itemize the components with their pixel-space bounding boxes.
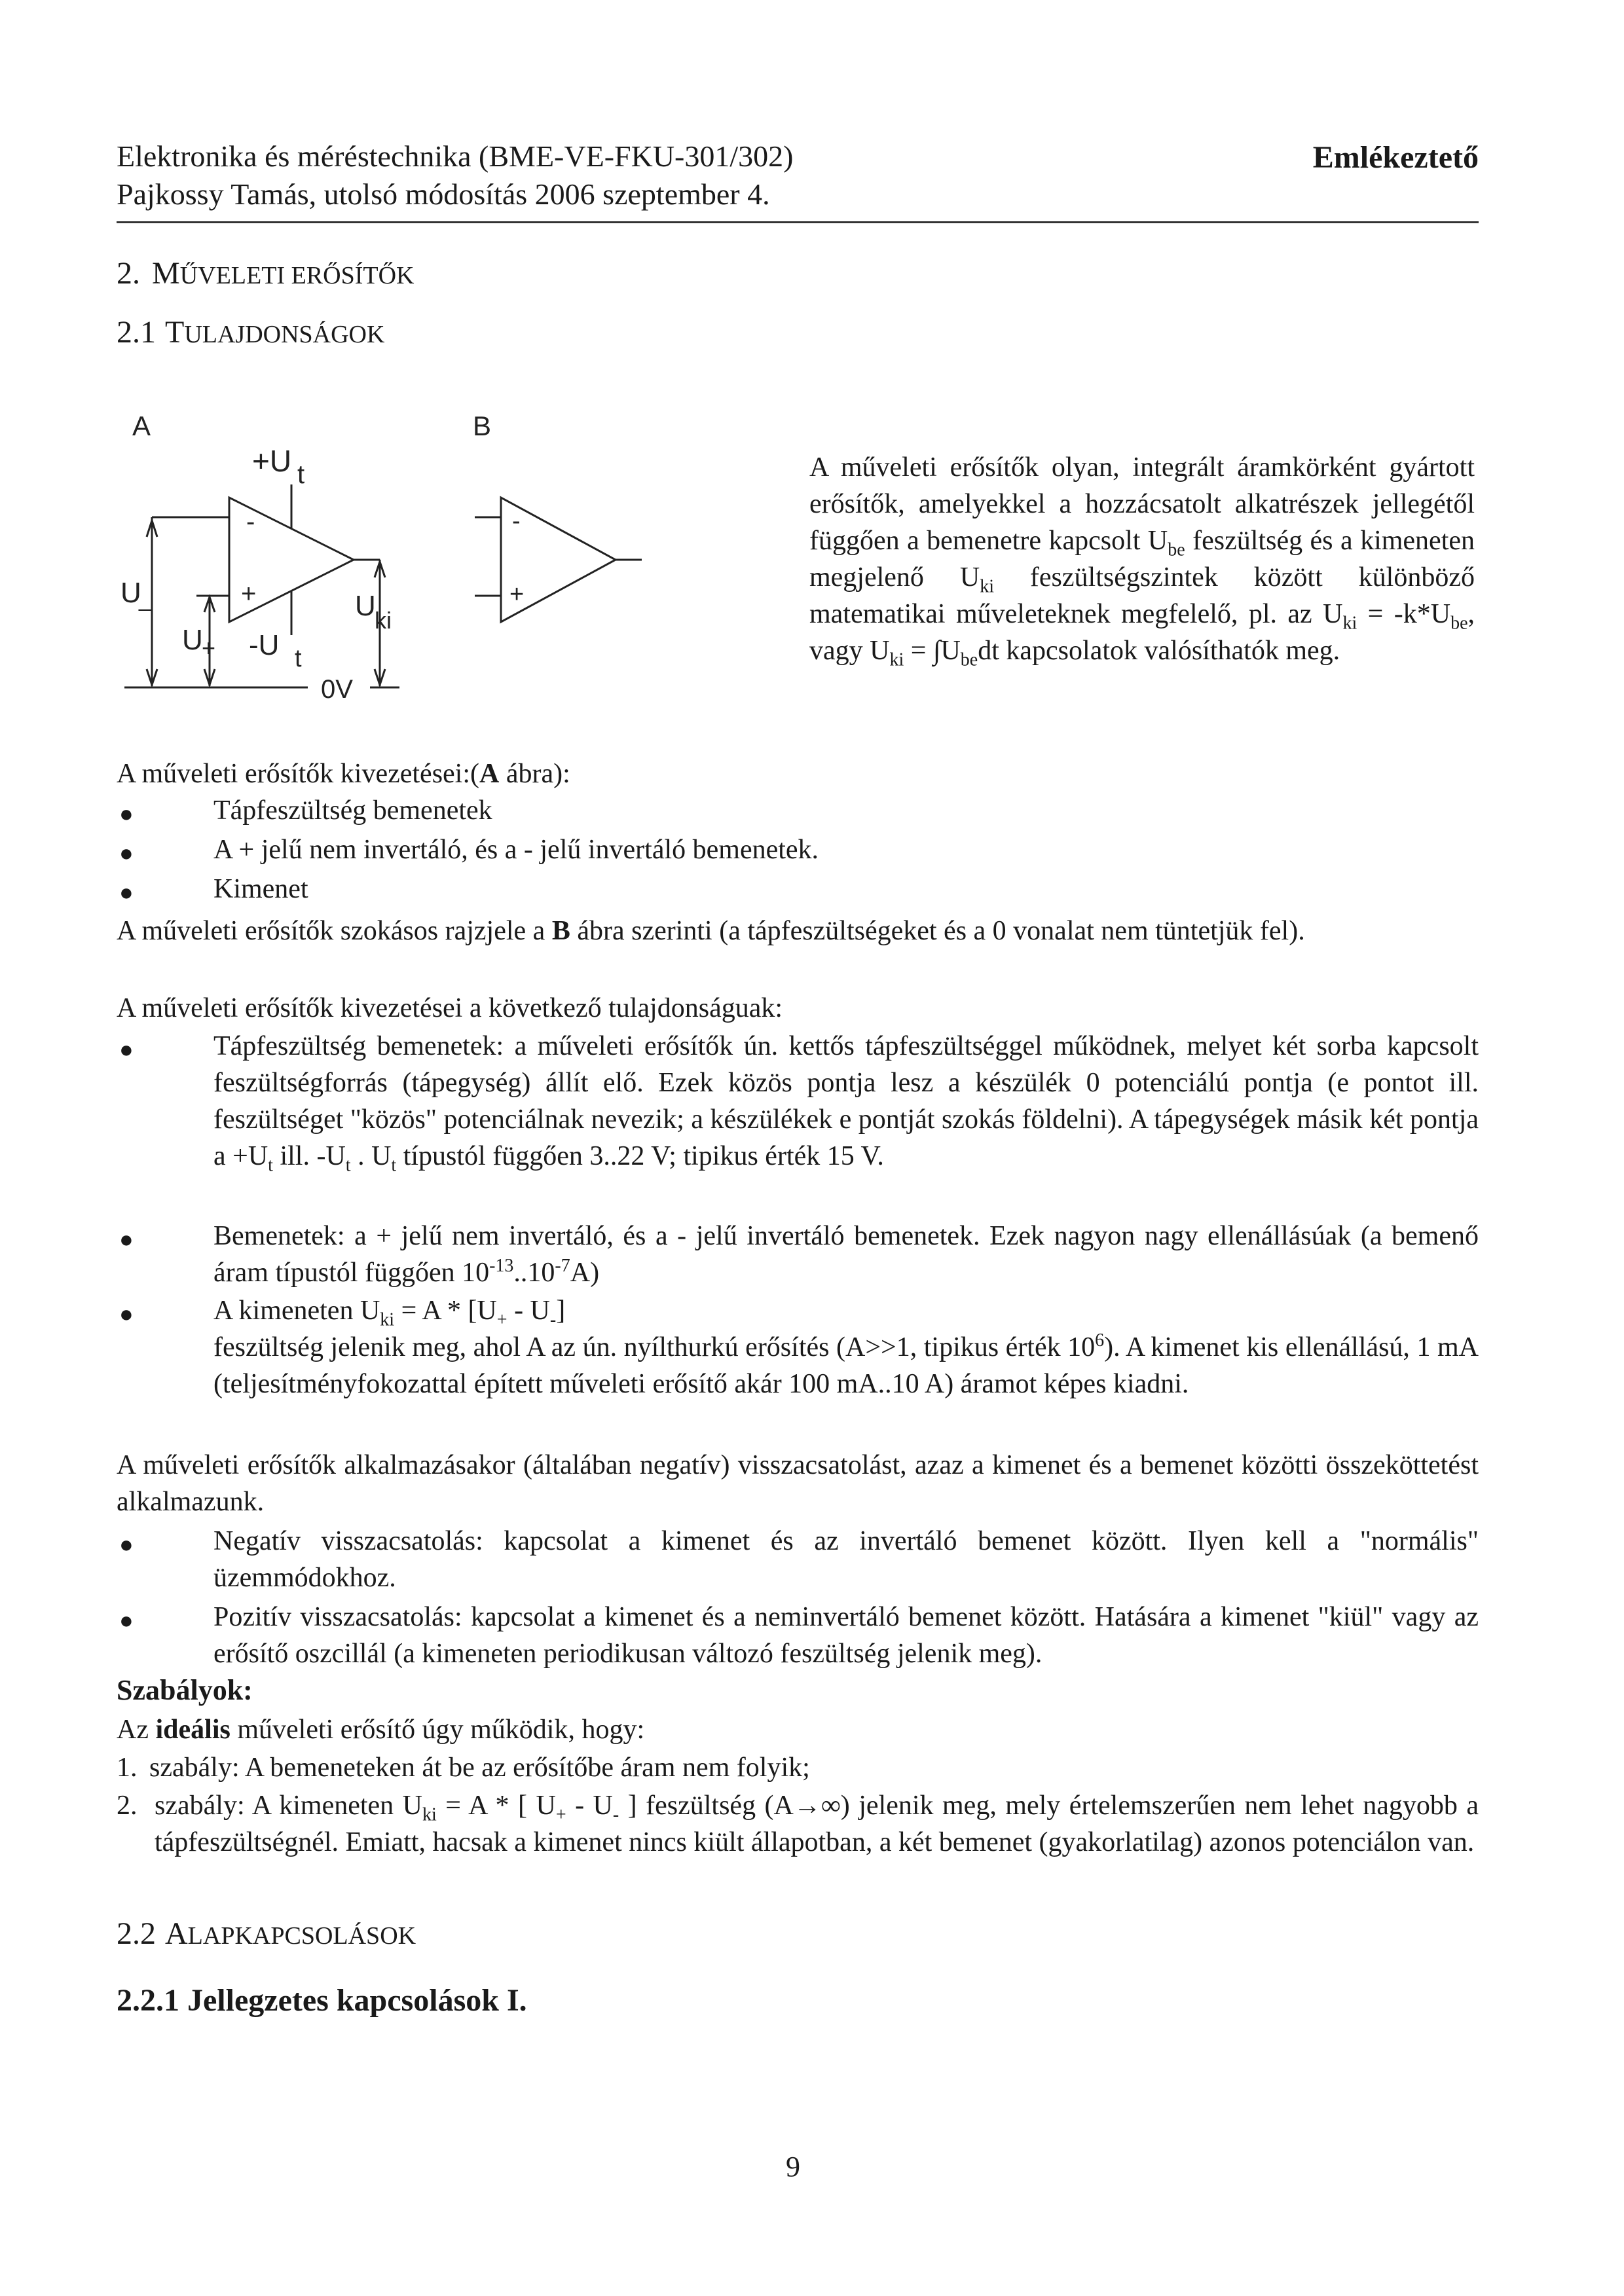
u-minus-label: U (120, 577, 141, 609)
prop-output: feszültség jelenik meg, ahol A az ún. nyílthurkú erősítés (A>>1, tipikus érték $10^6$). A kimenet kis ellenállású, 1 mA (teljesítményfokozattal épített műveleti erősítő akár 100 mA..10 A) áramot képes kiadni. (213, 1330, 1479, 1399)
header-author: Pajkossy Tamás, utolsó módosítás 2006 szeptember 4. (117, 177, 770, 211)
opamp-figure (118, 406, 773, 720)
opamp-a-plus: + (241, 579, 257, 608)
prop-inputs: Bemenetek: a + jelű nem invertáló, és a - jelű invertáló bemenetek. Ezek nagyon nagy ellenállásúak (a bemenő áram típustól függően $10^{-13}..10^{-7}A$) (213, 1221, 1479, 1288)
plus-ut-label: +U (252, 444, 292, 478)
opamp-a-minus: - (246, 507, 255, 536)
bullet-icon: ● (119, 1607, 134, 1633)
page-number: 9 (786, 2151, 800, 2183)
rule-2-number: 2. (117, 1791, 138, 1821)
bullet-icon: ● (119, 1531, 134, 1558)
opamp-b-plus: + (509, 581, 525, 608)
feedback-positive: Pozitív visszacsatolás: kapcsolat a kimenet és a neminvertáló bemenet között. Hatására a kimenet "kiül" vagy az erősítő oszcillál (a kimeneten periodikusan változó feszültség jelenik meg). (213, 1602, 1479, 1669)
u-plus-label: U (182, 624, 203, 656)
zero-v-label: 0V (321, 675, 353, 704)
subsection-title-21: 2.1 TULAJDONSÁGOK (117, 315, 385, 350)
svg-text:t: t (297, 460, 305, 489)
subsection-title-221: 2.2.1 Jellegzetes kapcsolások I. (117, 1983, 527, 2018)
bullet-icon: ● (119, 1301, 134, 1327)
prop-output-formula: A kimeneten $U_{ki} = A * [U_+ - U_-]$ (213, 1296, 566, 1330)
intro-paragraph: A műveleti erősítők olyan, integrált áramkörként gyártott erősítők, amelyekkel a hozzácsatolt alkatrészek jellegétől függően a bemenetre kapcsolt $U_{be}$ feszültség és a kimeneten megjelenő $U_{ki}$ feszültségszintek között különböző matematikai műveleteknek megfelelő, pl. az $U_{ki} = -k*U_{be}$, vagy $U_{ki} = \int U_{be}dt$ kapcsolatok valósíthatók meg. (809, 452, 1475, 670)
symbol-paragraph: A műveleti erősítők szokásos rajzjele a B ábra szerinti (a tápfeszültségeket és a 0 vonalat nem tüntetjük fel). (117, 916, 1305, 946)
pins-item: Kimenet (213, 874, 308, 904)
fig-a-label: A (132, 410, 151, 441)
rule-2: szabály: A kimeneten $U_{ki} = A$ * [ $U_+ - U_-$ ] feszültség (A→∞) jelenik meg, mely értelemszerűen nem lehet nagyobb a tápfeszültségnél. Emiatt, hacsak a kimenet nincs kiült állapotban, a két bemenet (gyakorlatilag) azonos potenciálon van. (155, 1791, 1479, 1857)
header-course: Elektronika és méréstechnika (BME-VE-FKU-301/302) (117, 139, 794, 173)
section-title: 2. MŰVELETI ERŐSÍTŐK (117, 256, 415, 291)
rule-1: szabály: A bemeneteken át be az erősítőbe áram nem folyik; (149, 1753, 810, 1783)
bullet-icon: ● (119, 1036, 134, 1063)
pins-item: A + jelű nem invertáló, és a - jelű invertáló bemenetek. (213, 835, 819, 865)
svg-text:t: t (295, 645, 302, 672)
bullet-icon: ● (119, 1226, 134, 1252)
bullet-icon: ● (119, 879, 134, 905)
rules-lead: Az ideális műveleti erősítő úgy működik, hogy: (117, 1715, 645, 1745)
rule-1-number: 1. (117, 1753, 138, 1783)
minus-ut-label: -U (249, 629, 280, 661)
pins-item: Tápfeszültség bemenetek (213, 795, 492, 826)
svg-text:+: + (202, 634, 216, 661)
pins-lead: A műveleti erősítők kivezetései:(A ábra): (117, 759, 570, 789)
feedback-negative: Negatív visszacsatolás: kapcsolat a kimenet és az invertáló bemenet között. Ilyen kell a "normális" üzemmódokhoz. (213, 1526, 1479, 1593)
props-lead: A műveleti erősítők kivezetései a következő tulajdonságuak: (117, 993, 783, 1023)
uki-label: U (355, 590, 376, 622)
header-rule (117, 221, 1479, 223)
bullet-icon: ● (119, 840, 134, 866)
rules-title: Szabályok: (117, 1674, 253, 1706)
opamp-b-minus: - (512, 507, 521, 535)
header-badge: Emlékeztető (1312, 140, 1479, 175)
prop-supply: Tápfeszültség bemenetek: a műveleti erősítők ún. kettős tápfeszültséggel működnek, melyet két sorba kapcsolt feszültségforrás (tápegység) állít elő. Ezek közös pontja lesz a készülék 0 potenciálú pontja (e pontot ill. feszültséget "közös" potenciálnak nevezik; a készülékek e pontját szokás földelni). A tápegységek másik két pontja $a +U_t$ ill. $-U_t$ . $U_t$ típustól függően 3..22 V; tipikus érték 15 V. (213, 1031, 1479, 1176)
svg-text:ki: ki (375, 607, 392, 634)
svg-text:_: _ (139, 585, 153, 611)
subsection-title-22: 2.2 ALAPKAPCSOLÁSOK (117, 1916, 416, 1951)
feedback-paragraph: A műveleti erősítők alkalmazásakor (általában negatív) visszacsatolást, azaz a kimenet és a bemenet közötti összeköttetést alkalmazunk. (117, 1450, 1479, 1517)
fig-b-label: B (473, 410, 492, 441)
bullet-icon: ● (119, 801, 134, 827)
